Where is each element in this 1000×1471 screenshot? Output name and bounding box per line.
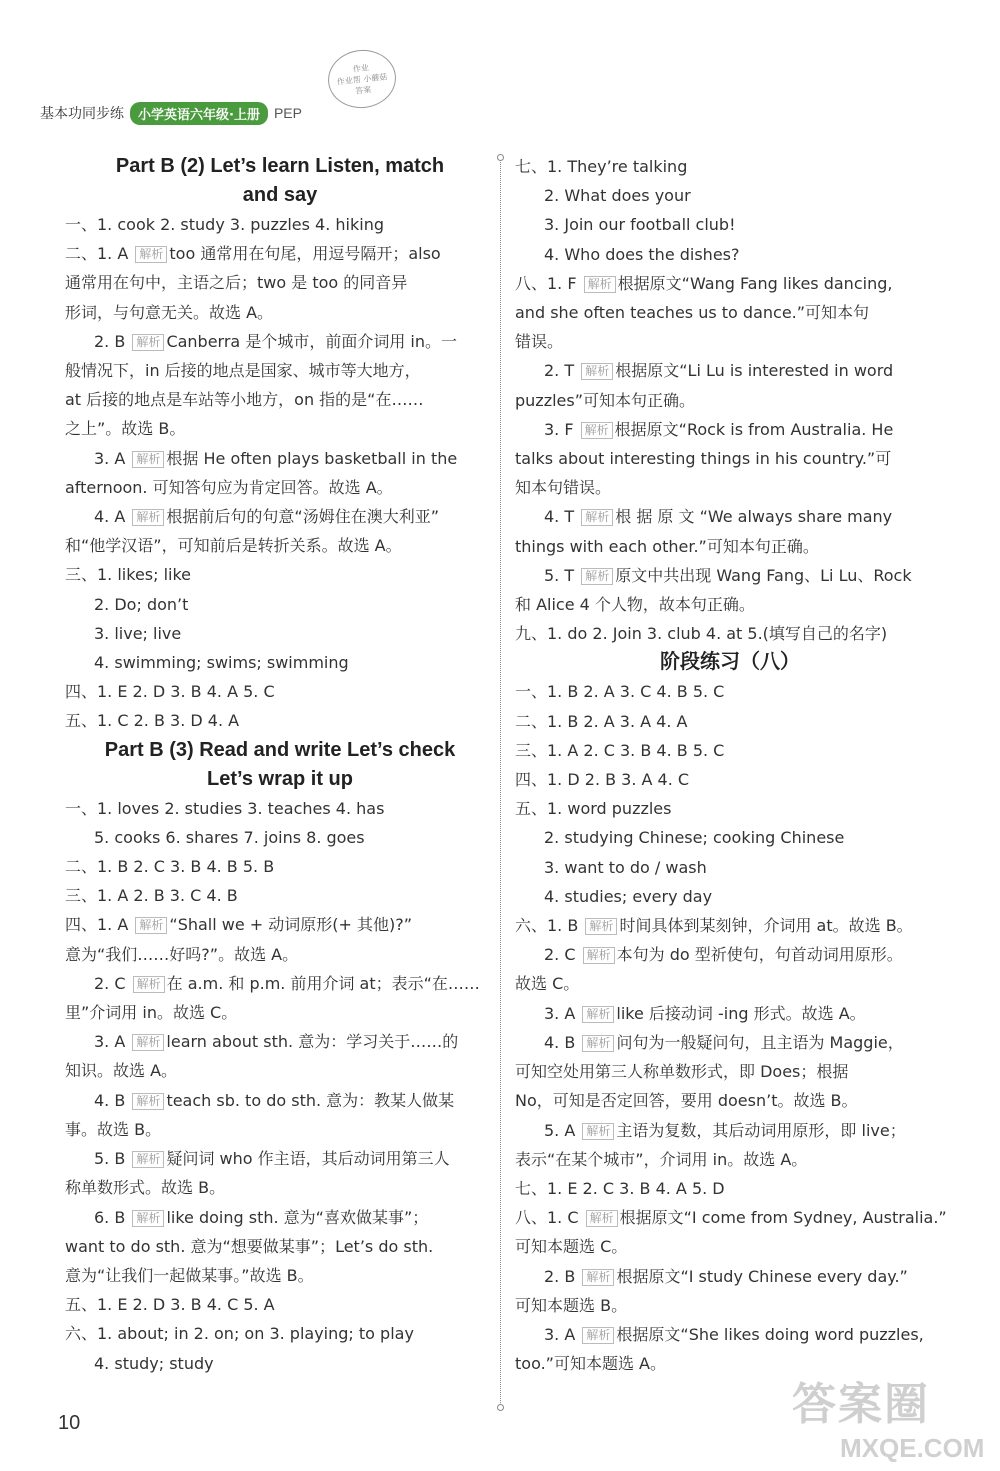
answer-key: 3. A bbox=[544, 1003, 581, 1023]
answer-text: 之上”。故选 B。 bbox=[65, 419, 186, 439]
answer-text: want to do sth. 意为“想要做某事”；Let’s do sth. bbox=[65, 1236, 434, 1256]
answer-line bbox=[515, 532, 945, 561]
answer-line bbox=[65, 268, 495, 297]
answer-line bbox=[515, 502, 945, 531]
analysis-tag: 解析 bbox=[582, 1123, 614, 1140]
answer-text: 4. study; study bbox=[94, 1353, 214, 1373]
answer-line bbox=[515, 210, 945, 239]
answer-line bbox=[65, 1290, 495, 1319]
answer-text: too 通常用在句尾，用逗号隔开；also bbox=[169, 244, 441, 264]
answer-line bbox=[515, 444, 945, 473]
answer-line bbox=[65, 327, 495, 356]
analysis-tag: 解析 bbox=[133, 976, 165, 993]
answer-text: 三、1. A 2. B 3. C 4. B bbox=[65, 886, 238, 906]
answer-text: 称单数形式。故选 B。 bbox=[65, 1178, 226, 1198]
answer-line bbox=[515, 794, 945, 823]
answer-text: teach sb. to do sth. 意为：教某人做某 bbox=[166, 1090, 455, 1110]
answer-text: “Shall we + 动词原形(+ 其他)?” bbox=[169, 915, 413, 935]
book-badge: 小学英语六年级·上册 bbox=[130, 102, 268, 125]
answer-line bbox=[515, 1203, 945, 1232]
answer-text: 根据前后句的句意“汤姆住在澳大利亚” bbox=[166, 507, 439, 527]
analysis-tag: 解析 bbox=[132, 451, 164, 468]
answer-key: 4. B bbox=[544, 1032, 581, 1052]
answer-line bbox=[515, 1057, 945, 1086]
stamp-line: 作业 bbox=[352, 62, 370, 74]
answer-line bbox=[65, 794, 495, 823]
analysis-tag: 解析 bbox=[584, 276, 616, 293]
answer-line bbox=[65, 619, 495, 648]
answer-line bbox=[515, 765, 945, 794]
right-column bbox=[515, 152, 945, 1378]
answer-key: 2. C bbox=[544, 945, 581, 965]
answer-line bbox=[515, 677, 945, 706]
answer-line bbox=[515, 415, 945, 444]
answer-text: 表示“在某个城市”，介词用 in。故选 A。 bbox=[515, 1149, 808, 1169]
analysis-tag: 解析 bbox=[132, 1151, 164, 1168]
answer-key: 5. B bbox=[94, 1149, 131, 1169]
answer-text: 事。故选 B。 bbox=[65, 1119, 162, 1139]
answer-text: 2. Do; don’t bbox=[94, 594, 189, 614]
analysis-tag: 解析 bbox=[581, 363, 613, 380]
answer-key: 八、1. C bbox=[515, 1208, 584, 1228]
answer-text: 2. What does your bbox=[544, 186, 691, 206]
answer-text: 根 据 原 文 “We always share many bbox=[615, 507, 893, 527]
answer-key: 六、1. B bbox=[515, 916, 584, 936]
answer-text: 里”介词用 in。故选 C。 bbox=[65, 1003, 238, 1023]
answer-line bbox=[515, 1174, 945, 1203]
answer-text: 3. Join our football club! bbox=[544, 215, 736, 235]
answer-line bbox=[65, 1232, 495, 1261]
answer-text: 主语为复数，其后动词用原形，即 live； bbox=[616, 1120, 906, 1140]
answer-text: 三、1. A 2. C 3. B 4. B 5. C bbox=[515, 740, 725, 760]
answer-key: 2. B bbox=[94, 331, 131, 351]
answer-text: 五、1. C 2. B 3. D 4. A bbox=[65, 711, 240, 731]
answer-text: 和 Alice 4 个人物，故本句正确。 bbox=[515, 595, 755, 615]
answer-text: and she often teaches us to dance.”可知本句 bbox=[515, 303, 870, 323]
answer-line bbox=[65, 1173, 495, 1202]
answer-text: too.”可知本题选 A。 bbox=[515, 1354, 666, 1374]
answer-line bbox=[515, 1320, 945, 1349]
section-title: Let’s wrap it up bbox=[207, 767, 353, 790]
answer-text: 五、1. E 2. D 3. B 4. C 5. A bbox=[65, 1295, 275, 1315]
answer-line bbox=[515, 298, 945, 327]
answer-line bbox=[65, 1261, 495, 1290]
answer-key: 2. C bbox=[94, 973, 131, 993]
stamp-logo bbox=[325, 47, 399, 112]
analysis-tag: 解析 bbox=[582, 1006, 614, 1023]
answer-text: 疑问词 who 作主语，其后动词用第三人 bbox=[166, 1149, 450, 1169]
column-divider bbox=[500, 160, 501, 1405]
answer-text: 根据原文“I come from Sydney, Australia.” bbox=[619, 1208, 947, 1228]
section-title: Part B (3) Read and write Let’s check bbox=[104, 738, 456, 761]
answer-text: things with each other.”可知本句正确。 bbox=[515, 536, 819, 556]
answer-line bbox=[65, 560, 495, 589]
answer-text: 七、1. E 2. C 3. B 4. A 5. D bbox=[515, 1178, 725, 1198]
answer-text: 可知空处用第三人称单数形式，即 Does；根据 bbox=[515, 1062, 849, 1082]
answer-line bbox=[65, 210, 495, 239]
answer-text: like doing sth. 意为“喜欢做某事”； bbox=[166, 1207, 429, 1227]
answer-key: 3. A bbox=[94, 1032, 131, 1052]
answer-line bbox=[515, 590, 945, 619]
answer-key: 八、1. F bbox=[515, 273, 582, 293]
answer-text: 时间具体到某刻钟，介词用 at。故选 B。 bbox=[619, 916, 913, 936]
analysis-tag: 解析 bbox=[135, 246, 167, 263]
analysis-tag: 解析 bbox=[581, 422, 613, 439]
answer-line bbox=[65, 910, 495, 939]
answer-line bbox=[515, 823, 945, 852]
answer-text: No，可知是否定回答，要用 doesn’t。故选 B。 bbox=[515, 1091, 858, 1111]
answer-line bbox=[65, 1144, 495, 1173]
analysis-tag: 解析 bbox=[581, 509, 613, 526]
answer-line bbox=[65, 239, 495, 268]
page-number: 10 bbox=[58, 1412, 81, 1434]
answer-line bbox=[515, 240, 945, 269]
answer-text: 5. cooks 6. shares 7. joins 8. goes bbox=[94, 827, 365, 847]
answer-text: at 后接的地点是车站等小地方，on 指的是“在…… bbox=[65, 390, 424, 410]
answer-text: 一、1. cook 2. study 3. puzzles 4. hiking bbox=[65, 215, 384, 234]
section-title: and say bbox=[242, 184, 318, 206]
answer-text: 根据原文“I study Chinese every day.” bbox=[616, 1266, 908, 1286]
answer-line bbox=[515, 181, 945, 210]
answer-text: 错误。 bbox=[515, 332, 564, 352]
answer-key: 5. T bbox=[544, 565, 580, 585]
edition-label: PEP bbox=[273, 105, 302, 121]
answer-line bbox=[515, 619, 945, 648]
answer-key: 二、1. A bbox=[65, 244, 134, 264]
answer-text: 知本句错误。 bbox=[515, 478, 612, 498]
answer-text: 知识。故选 A。 bbox=[65, 1061, 178, 1081]
answer-line bbox=[515, 1145, 945, 1174]
answer-text: 4. studies; every day bbox=[544, 886, 713, 906]
answer-line bbox=[515, 473, 945, 502]
answer-line bbox=[65, 1115, 495, 1144]
answer-line bbox=[65, 1086, 495, 1115]
answer-text: 根据原文“Rock is from Australia. He bbox=[614, 419, 894, 439]
answer-text: 四、1. E 2. D 3. B 4. A 5. C bbox=[65, 682, 275, 702]
answer-key: 3. A bbox=[544, 1324, 581, 1344]
answer-line bbox=[65, 677, 495, 706]
series-name: 基本功同步练 bbox=[40, 106, 124, 122]
answer-text: 形词，与句意无关。故选 A。 bbox=[65, 302, 274, 322]
answer-text: 二、1. B 2. A 3. A 4. A bbox=[515, 711, 688, 731]
answer-key: 5. A bbox=[544, 1120, 581, 1140]
answer-text: 九、1. do 2. Join 3. club 4. at 5.(填写自己的名字) bbox=[515, 624, 888, 644]
answer-text: 一、1. loves 2. studies 3. teaches 4. has bbox=[65, 798, 385, 818]
answer-line bbox=[515, 707, 945, 736]
answer-key: 3. F bbox=[544, 419, 579, 439]
answer-line bbox=[515, 940, 945, 969]
answer-text: 可知本题选 C。 bbox=[515, 1237, 628, 1257]
answer-text: like 后接动词 -ing 形式。故选 A。 bbox=[616, 1003, 866, 1023]
answer-line bbox=[65, 298, 495, 327]
section-title: 阶段练习（八） bbox=[660, 651, 800, 674]
answer-line bbox=[65, 969, 495, 998]
stamp-line: 答案 bbox=[354, 84, 372, 96]
answer-text: 4. swimming; swims; swimming bbox=[94, 653, 349, 673]
analysis-tag: 解析 bbox=[586, 1210, 618, 1227]
analysis-tag: 解析 bbox=[582, 1269, 614, 1286]
answer-text: Canberra 是个城市，前面介词用 in。一 bbox=[166, 331, 457, 351]
analysis-tag: 解析 bbox=[582, 1327, 614, 1344]
answer-text: learn about sth. 意为：学习关于……的 bbox=[166, 1032, 459, 1052]
answer-key: 2. T bbox=[544, 361, 580, 381]
answer-line bbox=[65, 823, 495, 852]
answer-line bbox=[515, 356, 945, 385]
answer-line bbox=[515, 1232, 945, 1261]
answer-line bbox=[65, 502, 495, 531]
answer-text: 意为“我们……好吗?”。故选 A。 bbox=[65, 944, 299, 964]
answer-text: puzzles”可知本句正确。 bbox=[515, 390, 696, 410]
answer-text: 本句为 do 型祈使句，句首动词用原形。 bbox=[616, 945, 903, 965]
answer-line bbox=[65, 356, 495, 385]
answer-line bbox=[65, 531, 495, 560]
answer-line bbox=[515, 853, 945, 882]
answer-text: 4. Who does the dishes? bbox=[544, 244, 740, 264]
answer-line bbox=[515, 1028, 945, 1057]
answer-text: 故选 C。 bbox=[515, 974, 580, 994]
answer-line bbox=[515, 327, 945, 356]
answer-text: 根据原文“Wang Fang likes dancing, bbox=[617, 273, 893, 293]
answer-text: afternoon. 可知答句应为肯定回答。故选 A。 bbox=[65, 477, 393, 497]
answer-text: 三、1. likes; like bbox=[65, 565, 192, 585]
analysis-tag: 解析 bbox=[583, 947, 615, 964]
answer-text: 和“他学汉语”，可知前后是转折关系。故选 A。 bbox=[65, 536, 402, 556]
answer-key: 2. B bbox=[544, 1266, 581, 1286]
answer-text: 通常用在句中，主语之后；two 是 too 的同音异 bbox=[65, 273, 408, 293]
analysis-tag: 解析 bbox=[132, 1034, 164, 1051]
answer-text: 七、1. They’re talking bbox=[515, 157, 688, 176]
answer-line bbox=[65, 940, 495, 969]
answer-line bbox=[515, 561, 945, 590]
answer-line bbox=[515, 269, 945, 298]
answer-key: 4. T bbox=[544, 507, 580, 527]
answer-text: 根据原文“She likes doing word puzzles, bbox=[616, 1324, 924, 1344]
answer-line bbox=[515, 882, 945, 911]
answer-line bbox=[65, 1027, 495, 1056]
answer-text: 六、1. about; in 2. on; on 3. playing; to play bbox=[65, 1324, 414, 1344]
answer-text: 意为“让我们一起做某事。”故选 B。 bbox=[65, 1265, 314, 1285]
page-header bbox=[40, 100, 302, 126]
analysis-tag: 解析 bbox=[132, 334, 164, 351]
divider-dot bbox=[497, 1404, 504, 1411]
answer-line bbox=[65, 998, 495, 1027]
answer-line bbox=[515, 911, 945, 940]
answer-line bbox=[515, 152, 945, 181]
answer-text: 根据原文“Li Lu is interested in word bbox=[615, 361, 894, 381]
section-title: Part B (2) Let’s learn Listen, match bbox=[115, 155, 445, 177]
analysis-tag: 解析 bbox=[132, 1210, 164, 1227]
answer-line bbox=[65, 1349, 495, 1378]
answer-text: 般情况下，in 后接的地点是国家、城市等大地方， bbox=[65, 361, 421, 381]
answer-text: 在 a.m. 和 p.m. 前用介词 at；表示“在…… bbox=[166, 973, 480, 993]
answer-line bbox=[515, 969, 945, 998]
answer-line bbox=[515, 736, 945, 765]
answer-line bbox=[65, 1056, 495, 1085]
analysis-tag: 解析 bbox=[132, 1093, 164, 1110]
left-column bbox=[65, 152, 495, 1378]
answer-text: 二、1. B 2. C 3. B 4. B 5. B bbox=[65, 857, 275, 877]
answer-line bbox=[65, 444, 495, 473]
answer-line bbox=[65, 473, 495, 502]
answer-key: 4. A bbox=[94, 507, 131, 527]
answer-key: 6. B bbox=[94, 1207, 131, 1227]
answer-line bbox=[65, 1319, 495, 1348]
answer-line bbox=[65, 590, 495, 619]
answer-text: talks about interesting things in his country.”可 bbox=[515, 449, 892, 469]
answer-line bbox=[515, 386, 945, 415]
answer-text: 2. studying Chinese; cooking Chinese bbox=[544, 828, 845, 848]
answer-key: 3. A bbox=[94, 448, 131, 468]
answer-key: 4. B bbox=[94, 1090, 131, 1110]
answer-line bbox=[65, 881, 495, 910]
answer-line bbox=[65, 385, 495, 414]
answer-line bbox=[65, 414, 495, 443]
analysis-tag: 解析 bbox=[582, 1035, 614, 1052]
answer-line bbox=[65, 852, 495, 881]
watermark-url: MXQE.COM bbox=[840, 1433, 985, 1463]
answer-line bbox=[515, 999, 945, 1028]
answer-line bbox=[65, 1203, 495, 1232]
answer-text: 3. live; live bbox=[94, 623, 182, 643]
answer-line bbox=[65, 648, 495, 677]
answer-text: 原文中共出现 Wang Fang、Li Lu、Rock bbox=[615, 565, 912, 585]
answer-key: 四、1. A bbox=[65, 915, 134, 935]
analysis-tag: 解析 bbox=[585, 918, 617, 935]
answer-line bbox=[515, 1086, 945, 1115]
answer-text: 可知本题选 B。 bbox=[515, 1295, 628, 1315]
stamp-line: 作业帮 小蘑菇 bbox=[336, 71, 388, 87]
analysis-tag: 解析 bbox=[135, 917, 167, 934]
answer-text: 五、1. word puzzles bbox=[515, 799, 672, 819]
analysis-tag: 解析 bbox=[132, 509, 164, 526]
answer-line bbox=[515, 1116, 945, 1145]
answer-text: 一、1. B 2. A 3. C 4. B 5. C bbox=[515, 682, 725, 702]
analysis-tag: 解析 bbox=[581, 568, 613, 585]
divider-dot bbox=[497, 154, 504, 161]
answer-text: 四、1. D 2. B 3. A 4. C bbox=[515, 770, 690, 790]
answer-text: 问句为一般疑问句，且主语为 Maggie， bbox=[616, 1032, 904, 1052]
answer-line bbox=[515, 1291, 945, 1320]
answer-line bbox=[65, 706, 495, 735]
answer-line bbox=[515, 1262, 945, 1291]
answer-text: 3. want to do / wash bbox=[544, 857, 707, 877]
answer-text: 根据 He often plays basketball in the bbox=[166, 448, 458, 468]
watermark-logo: 答案圈 bbox=[792, 1379, 930, 1430]
